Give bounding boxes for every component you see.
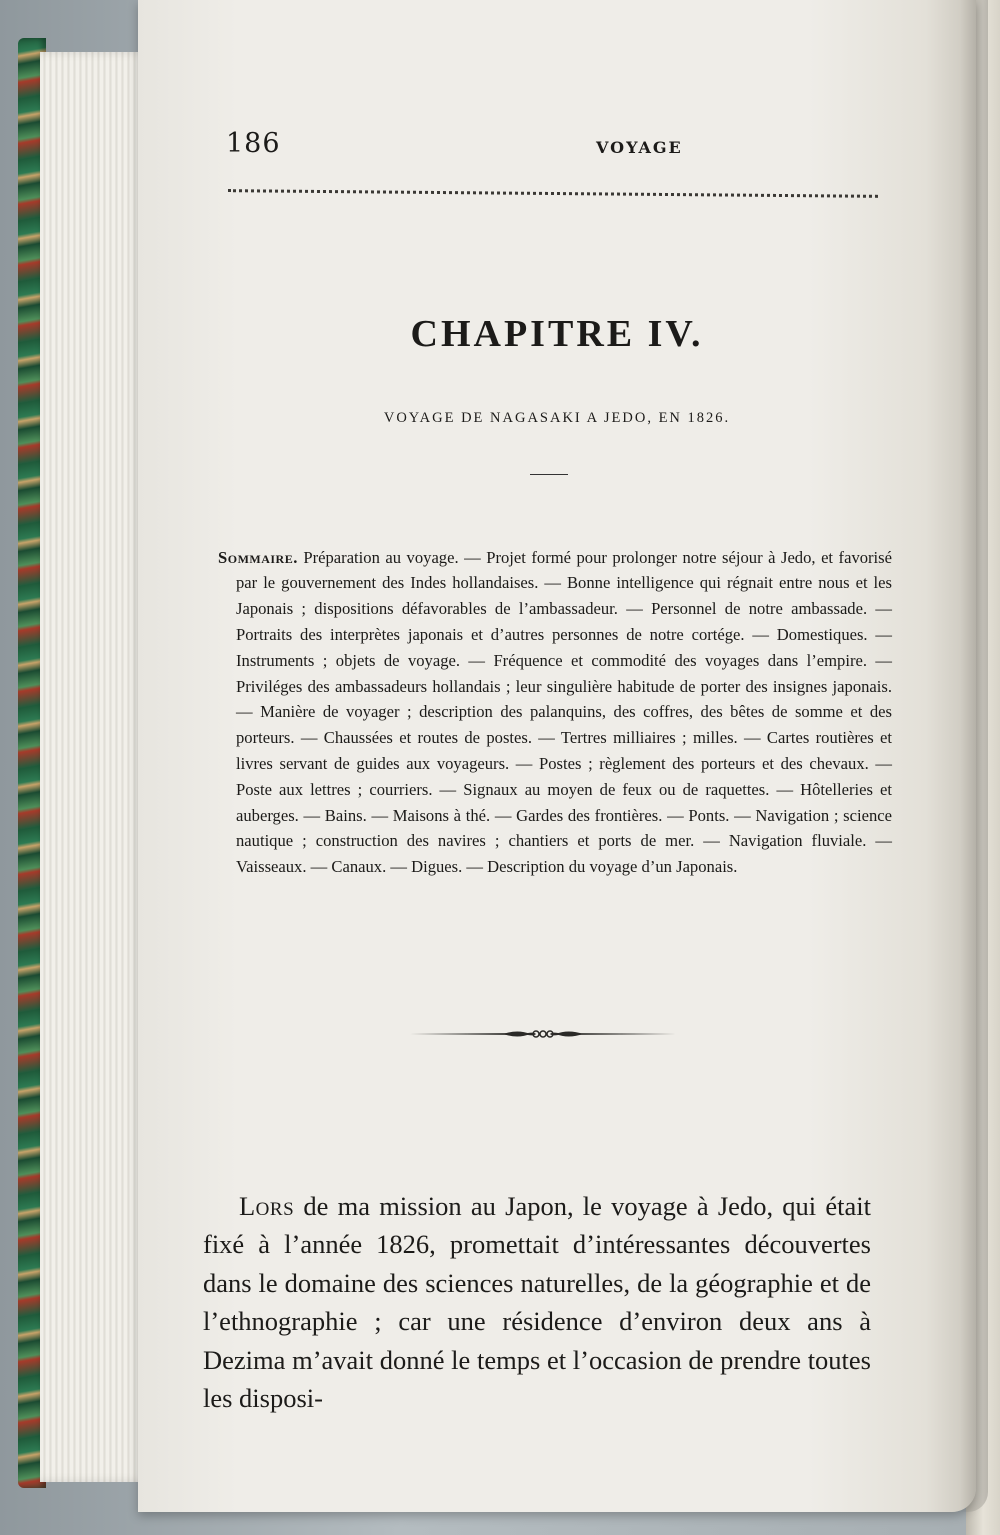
short-rule-divider: [530, 474, 568, 475]
summary-label: Sommaire.: [218, 547, 298, 567]
opening-word: Lors: [239, 1190, 295, 1221]
page-number: 186: [226, 128, 281, 159]
ornament-divider-icon: [408, 1020, 678, 1048]
page-curve-shadow: [960, 0, 988, 1512]
book-page: [138, 0, 976, 1512]
page-stack-edge: [40, 52, 150, 1482]
chapter-title: CHAPITRE IV.: [410, 313, 704, 355]
summary-text: Préparation au voyage. — Projet formé pour prolonger notre séjour à Jedo, et favorisé par le gouvernement des Indes hollandaises. — Bonne intelligence qui régnait entre nous et les Japonais ; dispositions défavorables de l’ambassadeur. — Personnel de notre ambassade. — Portraits des interprètes japonais et d’autres personnes de notre cortége. — Domestiques. — Instruments ; objets de voyage. — Fréquence et commodité des voyages dans l’empire. — Priviléges des ambassadeurs hollandais ; leur singulière habitude de porter des insignes japonais. — Manière de voyager ; description des palanquins, des coffres, des bêtes de somme et des porteurs. — Chaussées et routes de postes. — Tertres milliaires ; milles. — Cartes routières et livres servant de guides aux voyageurs. — Postes ; règlement des porteurs et des chevaux. — Poste aux lettres ; courriers. — Signaux au moyen de feux ou de raquettes. — Hôtelleries et auberges. — Bains. — Maisons à thé. — Gardes des frontières. — Ponts. — Navigation ; science nautique ; construction des navires ; chantiers et ports de mer. — Navigation fluviale. — Vaisseaux. — Canaux. — Digues. — Description du voyage d’un Japonais.: [236, 547, 892, 877]
dotted-rule-divider: [228, 189, 878, 198]
body-paragraph: [203, 1187, 871, 1418]
chapter-summary: [218, 545, 892, 880]
chapter-subtitle: VOYAGE DE NAGASAKI A JEDO, EN 1826.: [383, 410, 731, 426]
running-head: [226, 128, 876, 168]
running-title: VOYAGE: [596, 138, 683, 157]
body-text: de ma mission au Japon, le voyage à Jedo, qui était fixé à l’année 1826, promettait d’intéressantes découvertes dans le domaine des sciences naturelles, de la géographie et de l’ethnographie ; car une résidence d’environ deux ans à Dezima m’avait donné le temps et l’occasion de prendre toutes les disposi-: [203, 1190, 871, 1413]
